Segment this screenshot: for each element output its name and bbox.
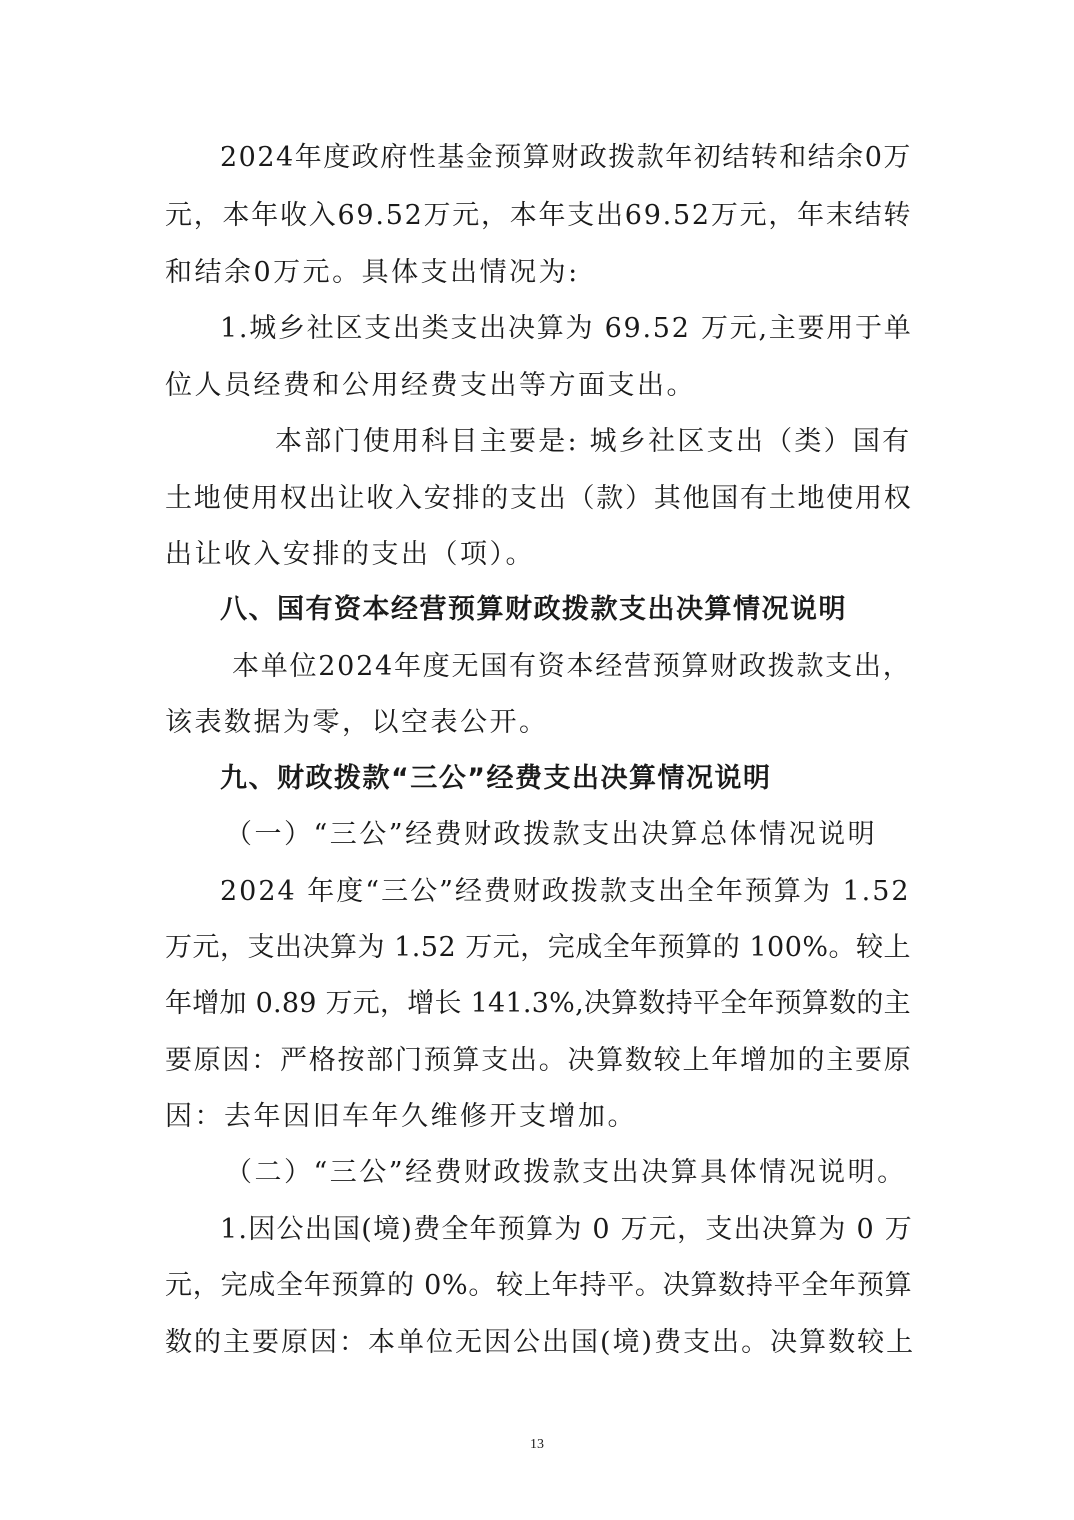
overall-line-1: 2024 年度“三公”经费财政拨款支出全年预算为 1.52 (220, 876, 911, 907)
section-8-line-1: 本单位2024年度无国有资本经营预算财政拨款支出， (232, 651, 912, 682)
gov-fund-line-2: 元，本年收入69.52万元，本年支出69.52万元，年末结转 (165, 200, 913, 231)
section-8-line-2: 该表数据为零，以空表公开。 (165, 707, 549, 738)
section-8-heading: 八、国有资本经营预算财政拨款支出决算情况说明 (220, 594, 847, 625)
overall-line-5: 因：去年因旧车年久维修开支增加。 (165, 1101, 637, 1132)
subsection-1-heading: （一）“三公”经费财政拨款支出决算总体情况说明 (225, 819, 878, 850)
abroad-line-2: 元，完成全年预算的 0%。较上年持平。决算数持平全年预算 (165, 1270, 913, 1301)
subject-line-2: 土地使用权出让收入安排的支出（款）其他国有土地使用权 (165, 483, 913, 514)
subject-line-3: 出让收入安排的支出（项）。 (165, 539, 535, 570)
overall-line-3: 年增加 0.89 万元，增长 141.3%,决算数持平全年预算数的主 (165, 988, 911, 1019)
urban-expenditure-line-1: 1.城乡社区支出类支出决算为 69.52 万元,主要用于单 (220, 313, 913, 344)
abroad-line-1: 1.因公出国(境)费全年预算为 0 万元，支出决算为 0 万 (220, 1214, 914, 1245)
urban-expenditure-line-2: 位人员经费和公用经费支出等方面支出。 (165, 370, 696, 401)
subsection-2-heading: （二）“三公”经费财政拨款支出决算具体情况说明。 (225, 1157, 907, 1188)
section-9-heading: 九、财政拨款“三公”经费支出决算情况说明 (220, 763, 772, 794)
subject-line-1: 本部门使用科目主要是: 城乡社区支出（类）国有 (275, 426, 912, 457)
overall-line-4: 要原因：严格按部门预算支出。决算数较上年增加的主要原 (165, 1045, 913, 1076)
gov-fund-line-3: 和结余0万元。具体支出情况为: (165, 257, 580, 288)
page-number: 13 (530, 1437, 544, 1452)
overall-line-2: 万元，支出决算为 1.52 万元，完成全年预算的 100%。较上 (165, 932, 912, 963)
gov-fund-line-1: 2024年度政府性基金预算财政拨款年初结转和结余0万 (220, 142, 912, 173)
abroad-line-3: 数的主要原因：本单位无因公出国(境)费支出。决算数较上 (165, 1327, 916, 1358)
